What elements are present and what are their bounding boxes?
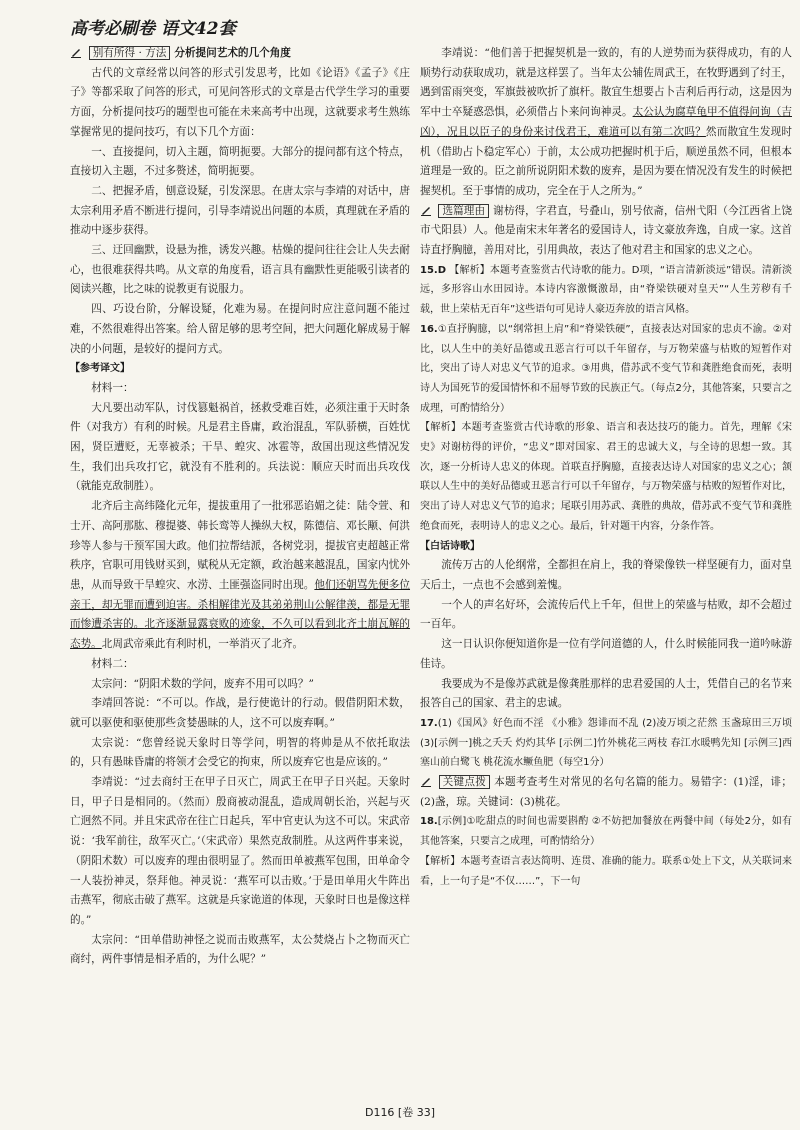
page-number: D116 [卷 33]	[364, 1106, 436, 1119]
header-title: 高考必刷卷 语文42套	[70, 19, 236, 39]
key-tip: 关键点拨 本题考查考生对常见的名句名篇的能力。易错字：(1)淫，诽；(2)盏，琼。关键词：(3)桃花。	[420, 776, 792, 808]
method-title: 分析提问艺术的几个角度	[174, 47, 291, 59]
reference-heading: 【参考译文】	[70, 363, 130, 375]
translation-continued: 李靖说：“他们善于把握契机是一致的，有的人逆势而为获得成功，有的人顺势行动获取成功，就是这样罢了。当年太公辅佐周武王，在牧野遇到了纣王，遇到雷雨突变，军旗鼓被吹折了旗杆。散宜生想要占卜吉利后再行动，这是因为军中士卒疑惑恐惧，必须借占卜来问询神灵。太公认为腐草龟甲不值得问询（吉凶），况且以臣子的身份来讨伐君王，难道可以有第二次吗？然而散宜生发现时机（借助占卜稳定军心）于前，太公成功把握时机于后，顺逆虽然不同，但根本道理是一致的。臣之前所说阴阳术数的废弃，是因为要在情况没有发生的时候把握契机。至于事情的成功，完全在于人之所为。”	[420, 47, 792, 197]
pen-icon	[420, 204, 432, 216]
analysis-16: 【解析】本题考查鉴赏古代诗歌的形象、语言和表达技巧的能力。首先，理解《宋史》对谢枋得的评价，“忠义”即对国家、君王的忠诚大义，与全诗的思想一致。其次，逐一分析诗人忠义的体现。首联直抒胸臆，直接表达诗人对国家的忠义之心；颔联以人生中的美好品德或丑恶言行可以千年留存，与万物荣盛与枯败的短暂作对比，突出了诗人对忠义气节的追求；尾联引用苏武、龚胜的典故，借苏武不变气节和龚胜绝食而死，表明诗人的忠义之心。最后，针对题干内容，分条作答。	[420, 422, 792, 532]
pen-icon	[420, 775, 432, 787]
underlined-sentence: 北齐逐渐显露衰败的迹象，不久可以看到北齐土崩瓦解的态势。	[70, 618, 411, 651]
underlined-sentence: 太公认为腐草龟甲不值得问询（吉凶），况且以臣子的身份来讨伐君王，难道可以有第二次吗？	[420, 106, 792, 138]
underlined-sentence: 他们还朝骂先便多位亲王，却无罪而遭到迫害。杀相解律光及其弟弟荆山公解律羡，都是无罪而惨遭杀害的。	[70, 578, 411, 631]
answer-17: 17.(1)《国风》好色而不淫 《小雅》怨诽而不乱 (2)凌万顷之茫然 玉盏琼田三万顷 (3)[示例一]桃之夭夭 灼灼其华 [示例二]竹外桃花三两枝 春江水暖鸭先知 [示例三]西塞山前白鹭飞 桃花流水鳜鱼肥（每空1分）	[420, 717, 792, 769]
vernacular-heading: 【白话诗歌】	[420, 540, 480, 552]
key-tag: 关键点拨	[439, 775, 491, 789]
method-point-1: 一、直接提问，切入主题，简明扼要。大部分的提问都有这个特点，直接切入主题，不过多赘述，简明扼要。	[70, 145, 410, 178]
answer-18: 18.[示例]①吃甜点的时间也需要斟酌 ②不妨把加餐放在两餐中间（每处2分，如有其他答案，只要言之成理，可酌情给分）	[420, 816, 792, 848]
material2-para4: 李靖说：“过去商纣王在甲子日灭亡，周武王在甲子日兴起。天象时日，甲子日是相同的。（然而）殷商被动混乱，造成周朝长治，兴起与灭亡迥然不同。并且宋武帝在往亡日起兵，军中官吏认为这不可以。宋武帝说：‘我军前往，敌军灭亡。’（宋武帝）果然克敌制胜。从这两件事来说，（阴阳术数）可以废弃的理由很明显了。然而田单被燕军包围，田单命令一人装扮神灵，祭拜他。神灵说：‘燕军可以击败。’于是田单用火牛阵出击燕军，彻底击破了燕军。这就是兵家诡道的体现，天象时日也是像这样的。”	[70, 776, 410, 926]
vernacular-line-1: 流传万古的人伦纲常，全都担在肩上，我的脊梁像铁一样坚硬有力，面对皇天后土，一点也不会感到羞愧。	[420, 559, 792, 591]
method-point-3: 三、迂回幽默，设悬为推，诱发兴趣。枯燥的提问往往会让人失去耐心，也很难获得共鸣。从文章的角度看，语言具有幽默性更能吸引读者的阅读兴趣，比之味的说教更有说服力。	[70, 244, 410, 296]
method-point-4: 四、巧设台阶，分解设疑，化难为易。在提问时应注意问题不能过难，不然很难得出答案。给人留足够的思考空间，把大问题化解成易于解决的小问题，是较好的提问方式。	[70, 303, 410, 355]
material2-para2: 李靖回答说：“不可以。作战，是行使诡计的行动。假借阴阳术数，就可以驱使和驱使那些贪婪愚昧的人，这不可以废弃啊。”	[70, 697, 410, 729]
pen-icon	[70, 46, 82, 58]
method-tag: 别有所得 · 方法	[89, 46, 171, 60]
left-column	[70, 44, 410, 970]
material1-para2: 北齐后主高纬隆化元年，提拔重用了一批邪恶谄媚之徒：陆令萱、和士开、高阿那肱、穆提婆、韩长鸾等人操纵大权，陈德信、邓长颙、何洪珍等人参与干预军国大政。他们拉帮结派，各树党羽，提拔官吏超越正常秩序，官职可用钱财买到，赋税从无定额，政治越来越混乱，国家内忧外患，从而导致干旱蝗灾、水涝、土匪强盗同时出现。他们还朝骂先便多位亲王，却无罪而遭到迫害。杀相解律光及其弟弟荆山公解律羡，都是无罪而惨遭杀害的。北齐逐渐显露衰败的迹象，不久可以看到北齐土崩瓦解的态势。北周武帝乘此有利时机，一举消灭了北齐。	[70, 500, 411, 651]
vernacular-line-2: 一个人的声名好坏，会流传后代上千年，但世上的荣盛与枯败，却不会超过一百年。	[420, 598, 792, 631]
answer-16: 16.①直抒胸臆，以“纲常担上肩”和“脊梁铁硬”，直接表达对国家的忠贞不渝。②对比，以人生中的美好品德或丑恶言行可以千年留存，与万物荣盛与枯败的短暂作对比，突出了诗人对忠义气节的追求。③用典，借苏武不变气节和龚胜绝食而死，表明诗人为国死节的爱国情怀和不屈辱节致的民族正气。（每点2分，其他答案，只要言之成理，可酌情给分）	[420, 323, 792, 414]
right-column	[420, 44, 792, 891]
vernacular-line-3: 这一日认识你便知道你是一位有学问道德的人，什么时候能同我一道吟咏游佳诗。	[420, 638, 792, 670]
selection-reason: 选篇理由 谢枋得，字君直，号叠山，别号依斋，信州弋阳（今江西省上饶市弋阳县）人。他是南宋末年著名的爱国诗人，诗文豪放奔逸，自成一家。这首诗直抒胸臆，善用对比，引用典故，表达了他对君主和国家的忠义之心。	[420, 204, 792, 257]
material1-label: 材料一：	[91, 381, 134, 394]
method-point-2: 二、把握矛盾，刨意设疑，引发深思。在唐太宗与李靖的对话中，唐太宗利用矛盾不断进行提问，引导李靖说出问题的本质，真理就在矛盾的推动中逐步获得。	[70, 184, 410, 237]
material2-para1: 太宗问：“阴阳术数的学问，废弃不用可以吗？”	[91, 677, 314, 690]
analysis-18: 【解析】本题考查语言表达简明、连贯、准确的能力。联系①处上下文，从关联词来看，上一句子是“不仅……”，下一句	[420, 855, 792, 887]
answer-15: 15.D 【解析】本题考查鉴赏古代诗歌的能力。D项，“语言清新淡远”错误。清新淡远，多形容山水田园诗。本诗内容激慨激昂，由“脊梁铁硬对皇天”“人生芳秽有千载，世上荣枯无百年”这些语句可见诗人豪迈奔放的语言风格。	[420, 264, 792, 316]
material2-label: 材料二：	[91, 657, 134, 670]
material2-para3: 太宗说：“您曾经说天象时日等学问，明智的将帅是从不依托取法的，只有愚昧昏庸的将领才会受它的拘束，所以废弃它也是应该的。”	[70, 736, 410, 769]
material1-para1: 大凡要出动军队，讨伐篡魁祸首，拯救受难百姓，必须注重于天时条件（对我方）有利的时候。凡是君主昏庸，政治混乱，军队骄横，百姓忧困，贤臣遭贬，无辜被杀；干旱、蝗灾、冰雹等，敌国出现这些情况发生，我们出兵攻打它，就没有不胜利的。兵法说：顺应天时而出兵攻伐（就能克敌制胜）。	[70, 401, 410, 493]
material2-para5: 太宗问：“田单借助神怪之说而击败燕军，太公焚烧占卜之物而灭亡商纣，两件事情是相矛盾的，为什么呢？”	[70, 933, 410, 966]
method-heading	[70, 44, 410, 64]
reason-tag: 选篇理由	[438, 204, 489, 218]
vernacular-line-4: 我要成为不是像苏武就是像龚胜那样的忠君爱国的人士，凭借自己的名节来报答自己的国家、君主的忠诚。	[420, 677, 792, 710]
method-intro: 古代的文章经常以问答的形式引发思考，比如《论语》《孟子》《庄子》等都采取了问答的形式，可见问答形式的文章是古代学生学习的重要方面，分析提问技巧的题型也可能在未来高考中出现，这就要求考生熟练掌握常见的提问技巧，有以下几个方面：	[70, 66, 410, 138]
